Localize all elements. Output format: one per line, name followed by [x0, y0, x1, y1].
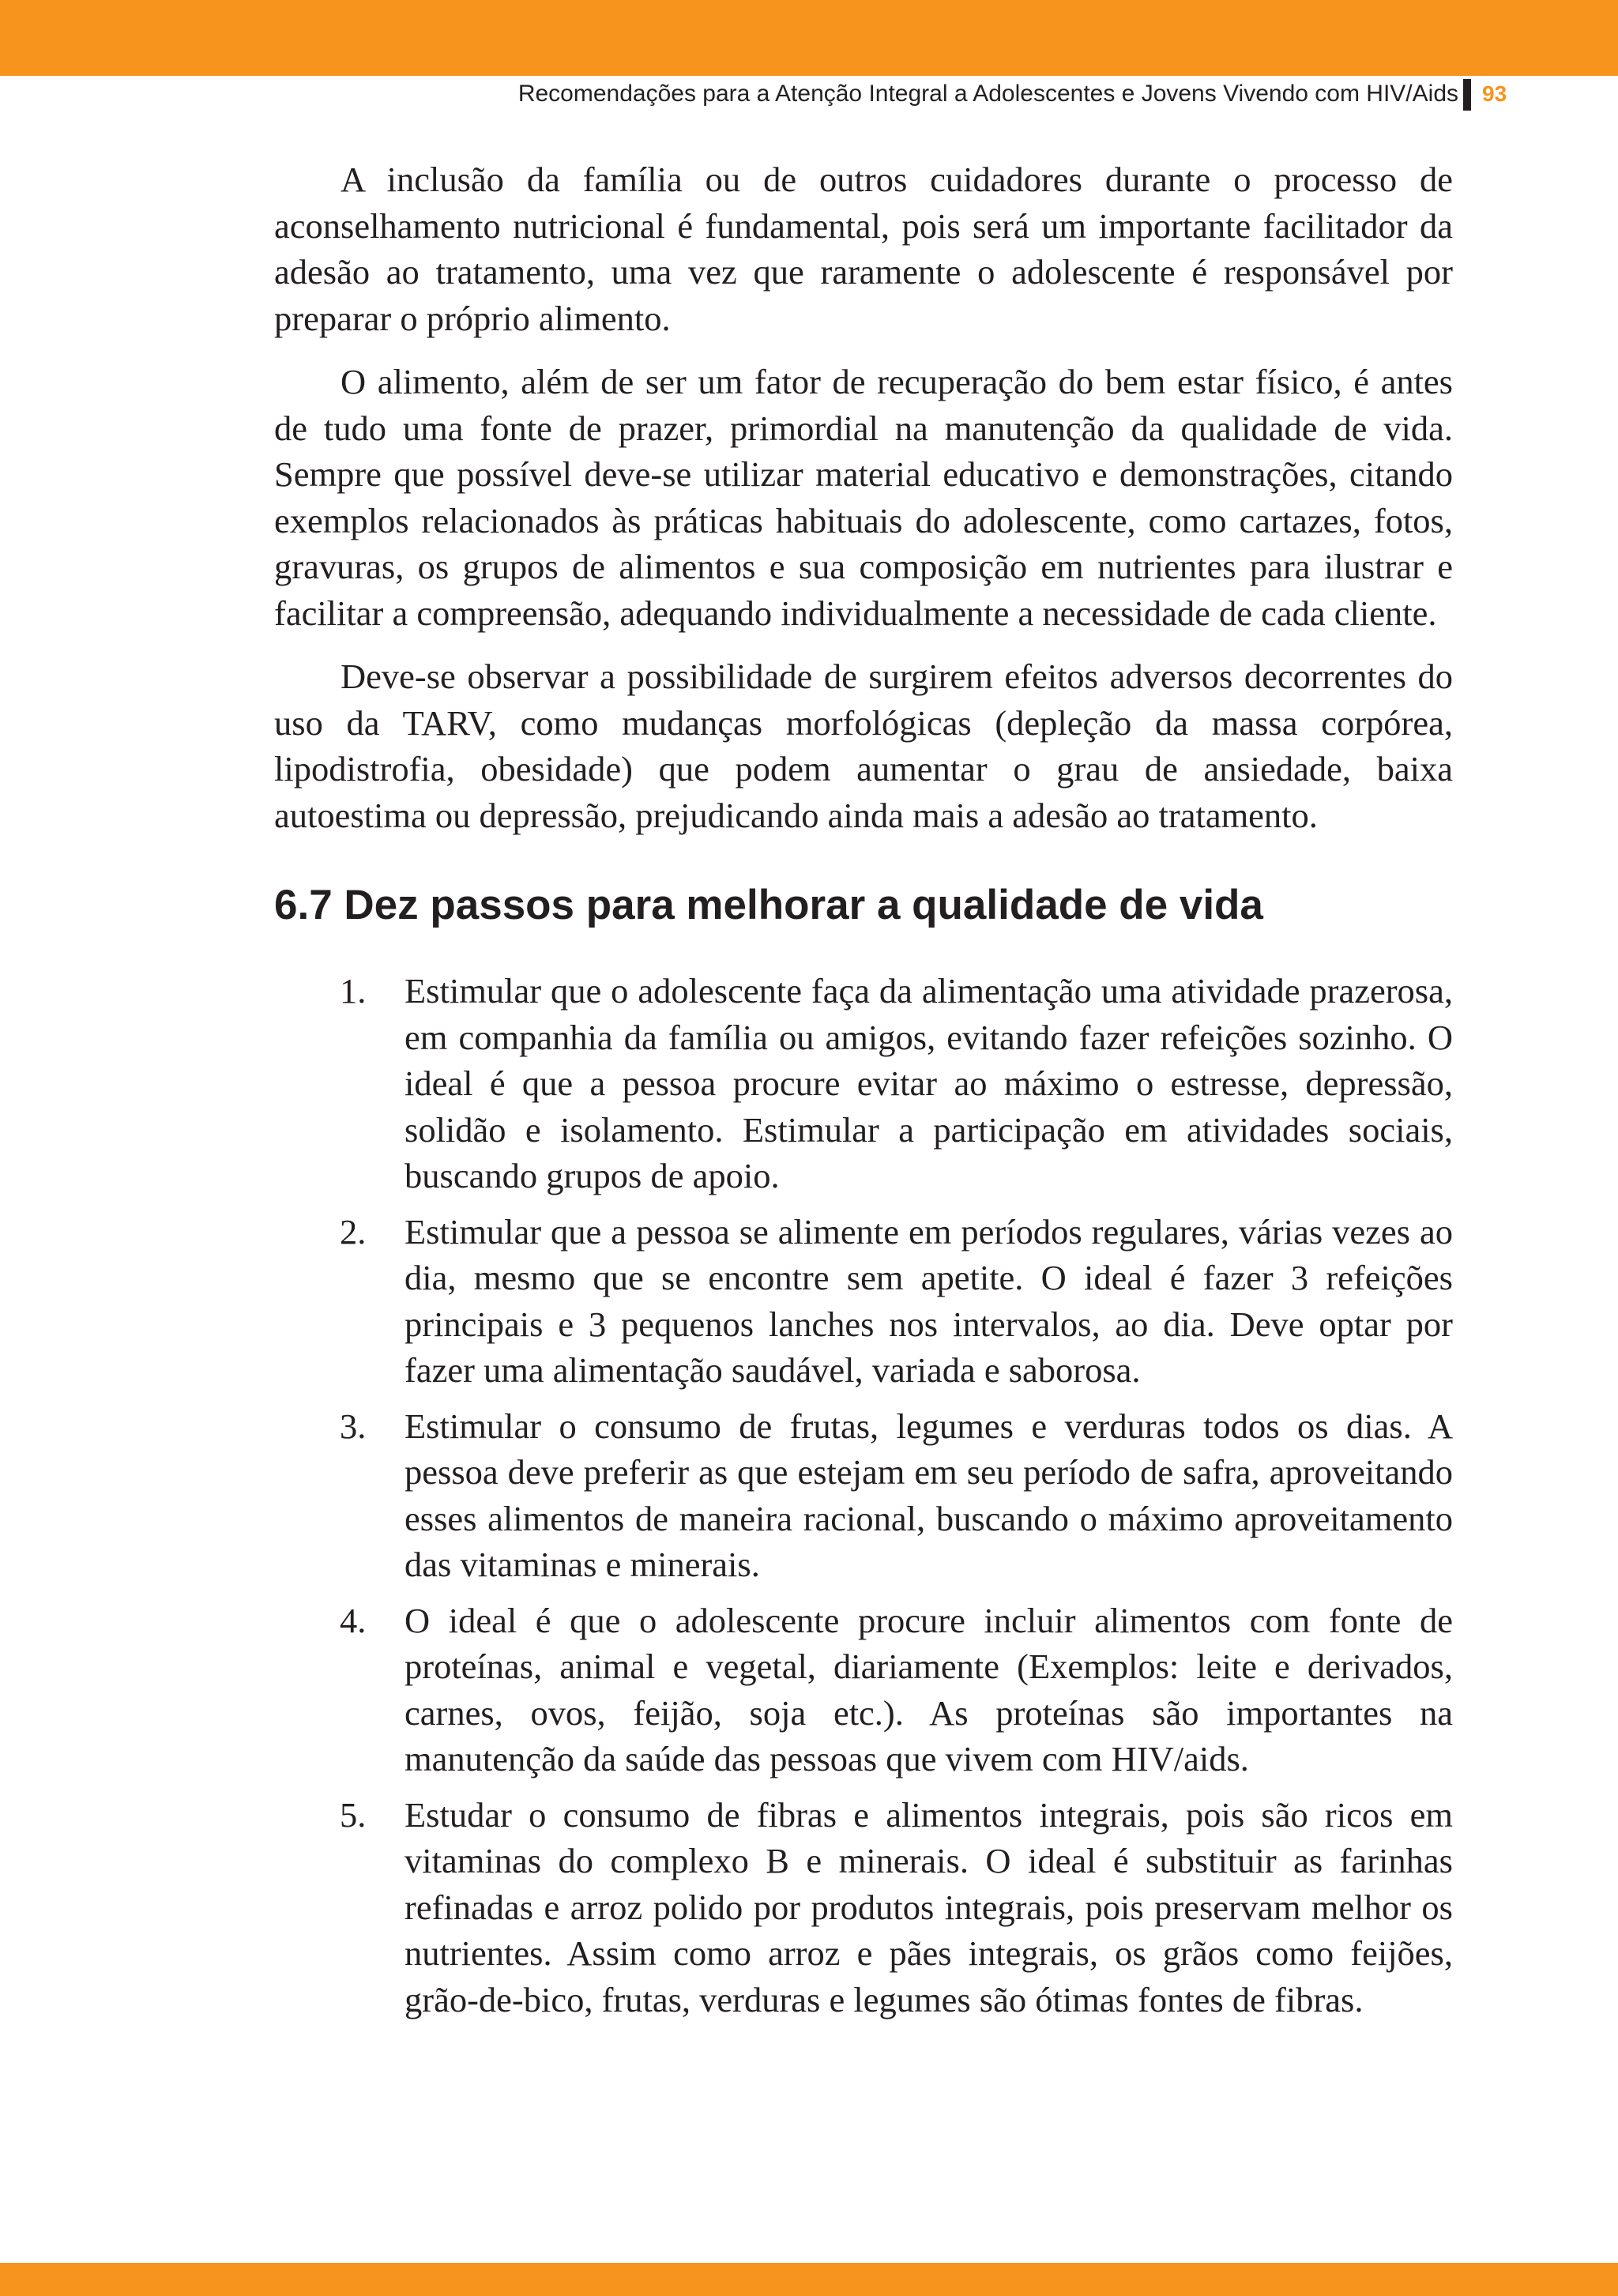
list-item-number: 5.	[340, 1794, 367, 1835]
list-item	[274, 968, 1453, 1199]
list-item-text: Estimular que o adolescente faça da alimentação uma atividade prazerosa, em companhia da família ou amigos, evitando fazer refeições sozinho. O ideal é que a pessoa procure evitar ao máximo o estresse, depressão, solidão e isolamento. Estimular a participação em atividades sociais, buscando grupos de apoio.	[404, 971, 1453, 1195]
list-item-number: 4.	[340, 1600, 367, 1640]
list-item-text: Estudar o consumo de fibras e alimentos integrais, pois são ricos em vitaminas do complexo B e minerais. O ideal é substituir as farinhas refinadas e arroz polido por produtos integrais, pois preservam melhor os nutrientes. Assim como arroz e pães integrais, os grãos como feijões, grão-de-bico, frutas, verduras e legumes são ótimas fontes de fibras.	[404, 1794, 1453, 2019]
paragraph-adverse-effects: Deve-se observar a possibilidade de surgirem efeitos adversos decorrentes do uso da TARV, como mudanças morfológicas (depleção da massa corpórea, lipodistrofia, obesidade) que podem aumentar o grau de ansiedade, baixa autoestima ou depressão, prejudicando ainda mais a adesão ao tratamento.	[274, 657, 1453, 835]
list-item	[274, 1792, 1453, 2023]
steps-list	[274, 968, 1453, 2023]
list-item	[274, 1403, 1453, 1588]
list-item-text: Estimular o consumo de frutas, legumes e verduras todos os dias. A pessoa deve preferir as que estejam em seu período de safra, aproveitando esses alimentos de maneira racional, buscando o máximo aproveitamento das vitaminas e minerais.	[404, 1406, 1453, 1584]
page-number: 93	[1482, 81, 1507, 106]
running-header	[518, 77, 1458, 111]
list-item-number: 3.	[340, 1406, 367, 1446]
running-header-title: Recomendações para a Atenção Integral a Adolescentes e Jovens Vivendo com HIV/Aids	[517, 81, 1458, 107]
paragraph-food-pleasure: O alimento, além de ser um fator de recuperação do bem estar físico, é antes de tudo uma fonte de prazer, primordial na manutenção da qualidade de vida. Sempre que possível deve-se utilizar material educativo e demonstrações, citando exemplos relacionados às práticas habituais do adolescente, como cartazes, fotos, gravuras, os grupos de alimentos e sua composição em nutrientes para ilustrar e facilitar a compreensão, adequando individualmente a necessidade de cada cliente.	[274, 362, 1453, 633]
section-heading: 6.7 Dez passos para melhorar a qualidade de vida	[274, 882, 1263, 928]
list-item	[274, 1209, 1453, 1394]
bottom-orange-band	[0, 2263, 1618, 2296]
paragraph-family-inclusion: A inclusão da família ou de outros cuidadores durante o processo de aconselhamento nutricional é fundamental, pois será um importante facilitador da adesão ao tratamento, uma vez que raramente o adolescente é responsável por preparar o próprio alimento.	[274, 160, 1453, 338]
page-content	[274, 156, 1453, 2032]
list-item-number: 1.	[340, 971, 367, 1011]
header-divider	[1463, 79, 1471, 111]
list-item-text: O ideal é que o adolescente procure incluir alimentos com fonte de proteínas, animal e vegetal, diariamente (Exemplos: leite e derivados, carnes, ovos, feijão, soja etc.). As proteínas são importantes na manutenção da saúde das pessoas que vivem com HIV/aids.	[404, 1600, 1453, 1778]
list-item-text: Estimular que a pessoa se alimente em períodos regulares, várias vezes ao dia, mesmo que se encontre sem apetite. O ideal é fazer 3 refeições principais e 3 pequenos lanches nos intervalos, ao dia. Deve optar por fazer uma alimentação saudável, variada e saborosa.	[404, 1211, 1453, 1390]
list-item-number: 2.	[340, 1211, 367, 1252]
top-orange-band	[0, 0, 1618, 76]
list-item	[274, 1598, 1453, 1782]
